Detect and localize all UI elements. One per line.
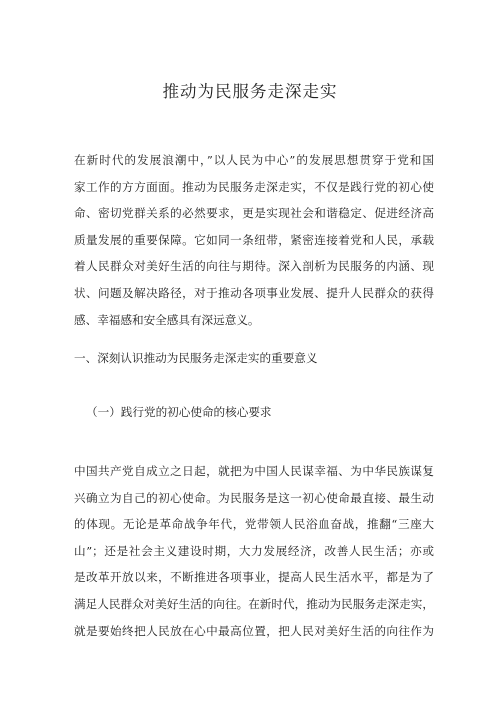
intro-line: 感、幸福感和安全感具有深远意义。 xyxy=(74,312,260,327)
section-heading: 一、深刻认识推动为民服务走深走实的重要意义 xyxy=(74,351,318,365)
body-line: 就是要始终把人民放在心中最高位置，把人民对美好生活的向往作为 xyxy=(74,623,434,638)
body-paragraph xyxy=(74,458,434,644)
intro-line: 家工作的方方面面。推动为民服务走深走实，不仅是践行党的初心使 xyxy=(74,179,434,194)
intro-line: 着人民群众对美好生活的向往与期待。深入剖析为民服务的内涵、现 xyxy=(74,259,434,274)
body-line: 兴确立为自己的初心使命。为民服务是这一初心使命最直接、最生动 xyxy=(74,490,434,505)
intro-line: 命、密切党群关系的必然要求，更是实现社会和谐稳定、促进经济高 xyxy=(74,206,434,221)
document-title: 推动为民服务走深走实 xyxy=(162,82,338,101)
intro-paragraph xyxy=(74,147,434,333)
body-line: 满足人民群众对美好生活的向往。在新时代，推动为民服务走深走实， xyxy=(74,596,434,611)
body-line: 的体现。无论是革命战争年代，党带领人民浴血奋战，推翻“三座大 xyxy=(74,517,434,532)
intro-line: 质量发展的重要保障。它如同一条纽带，紧密连接着党和人民，承载 xyxy=(74,232,434,247)
intro-line: 状、问题及解决路径，对于推动各项事业发展、提升人民群众的获得 xyxy=(74,285,434,300)
body-line: 是改革开放以来，不断推进各项事业，提高人民生活水平，都是为了 xyxy=(74,570,434,585)
body-line: 山”；还是社会主义建设时期，大力发展经济，改善人民生活；亦或 xyxy=(74,543,434,558)
intro-line: 在新时代的发展浪潮中，”以人民为中心”的发展思想贯穿于党和国 xyxy=(74,153,434,167)
subsection-heading: （一）践行党的初心使命的核心要求 xyxy=(86,405,272,419)
body-line: 中国共产党自成立之日起，就把为中国人民谋幸福、为中华民族谋复 xyxy=(74,464,434,478)
